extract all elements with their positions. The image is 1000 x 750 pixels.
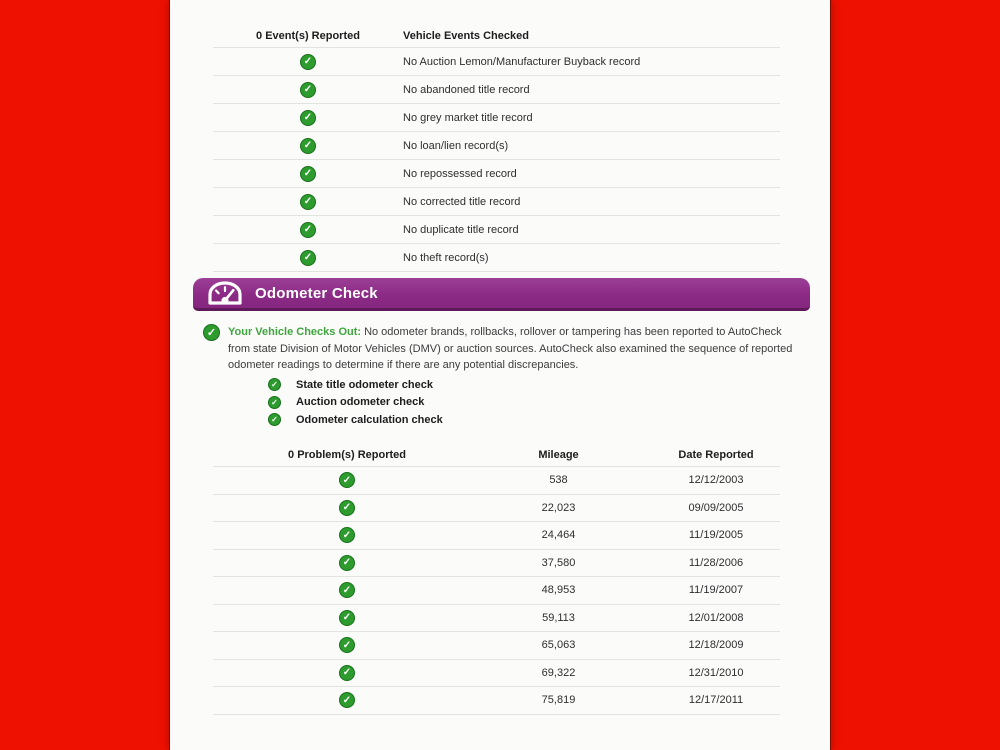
check-circle-icon: ✓ [300, 138, 316, 154]
mileage-value: 59,113 [542, 611, 575, 624]
checklist-item [268, 394, 443, 412]
odometer-reading-row [213, 577, 780, 605]
date-reported-value: 12/12/2003 [688, 474, 744, 487]
vehicle-event-row [213, 244, 780, 272]
vehicle-event-label: No duplicate title record [403, 223, 519, 236]
vehicle-event-row [213, 48, 780, 76]
checklist-item-label: Auction odometer check [296, 396, 425, 409]
date-reported-value: 11/19/2007 [688, 584, 744, 597]
checklist-item-label: Odometer calculation check [296, 413, 443, 426]
odometer-section-title: Odometer Check [255, 284, 378, 302]
check-circle-icon: ✓ [300, 82, 316, 98]
odometer-reading-row [213, 632, 780, 660]
check-circle-icon: ✓ [339, 610, 355, 626]
vehicle-event-row [213, 132, 780, 160]
vehicle-event-label: No Auction Lemon/Manufacturer Buyback record [403, 55, 641, 68]
vehicle-event-label: No loan/lien record(s) [403, 139, 509, 152]
vehicle-event-row [213, 104, 780, 132]
date-reported-value: 12/17/2011 [688, 694, 744, 707]
problems-reported-header: 0 Problem(s) Reported [288, 449, 406, 461]
check-circle-icon: ✓ [339, 582, 355, 598]
check-circle-icon: ✓ [300, 110, 316, 126]
events-checked-header: Vehicle Events Checked [403, 29, 529, 42]
vehicle-event-row [213, 216, 780, 244]
check-circle-icon: ✓ [300, 166, 316, 182]
mileage-value: 48,953 [541, 584, 576, 597]
vehicle-event-row [213, 188, 780, 216]
vehicle-event-row [213, 76, 780, 104]
odometer-status [203, 324, 805, 374]
mileage-value: 69,322 [541, 666, 576, 679]
check-circle-icon: ✓ [339, 527, 355, 543]
date-reported-value: 09/09/2005 [688, 501, 744, 514]
mileage-value: 75,819 [541, 694, 576, 707]
vehicle-event-row [213, 160, 780, 188]
check-circle-icon: ✓ [203, 324, 220, 341]
odometer-reading-row [213, 522, 780, 550]
odometer-reading-row [213, 495, 780, 523]
date-reported-value: 11/19/2005 [688, 529, 744, 542]
check-circle-icon: ✓ [300, 194, 316, 210]
check-circle-icon: ✓ [300, 250, 316, 266]
date-reported-value: 12/01/2008 [688, 611, 744, 624]
odometer-status-text [228, 324, 805, 374]
odometer-table-header-row [213, 444, 780, 467]
checklist-item-label: State title odometer check [296, 378, 433, 391]
check-circle-icon: ✓ [339, 692, 355, 708]
checklist-item [268, 411, 443, 429]
odometer-reading-row [213, 467, 780, 495]
vehicle-event-label: No repossessed record [403, 167, 517, 180]
vehicle-events-section [213, 24, 780, 272]
check-circle-icon: ✓ [339, 665, 355, 681]
check-circle-icon: ✓ [339, 637, 355, 653]
odometer-gauge-icon [205, 279, 245, 307]
mileage-value: 538 [549, 474, 568, 487]
date-reported-value: 11/28/2006 [688, 556, 744, 569]
vehicle-event-label: No grey market title record [403, 111, 533, 124]
check-circle-icon: ✓ [339, 500, 355, 516]
odometer-reading-row [213, 660, 780, 688]
mileage-value: 37,580 [541, 556, 576, 569]
mileage-value: 65,063 [541, 639, 576, 652]
odometer-section-header [193, 278, 810, 311]
date-reported-header: Date Reported [678, 449, 754, 461]
odometer-readings-section [213, 444, 780, 715]
vehicle-event-label: No abandoned title record [403, 83, 530, 96]
mileage-value: 24,464 [541, 529, 576, 542]
check-circle-icon: ✓ [339, 472, 355, 488]
odometer-status-label: Your Vehicle Checks Out: [228, 326, 362, 338]
date-reported-value: 12/18/2009 [688, 639, 744, 652]
report-page [170, 0, 830, 750]
vehicle-events-header-row [213, 24, 780, 48]
date-reported-value: 12/31/2010 [688, 666, 744, 679]
check-circle-icon: ✓ [300, 222, 316, 238]
odometer-reading-row [213, 605, 780, 633]
odometer-reading-row [213, 687, 780, 715]
checklist-item [268, 376, 443, 394]
check-circle-icon: ✓ [268, 378, 281, 391]
vehicle-event-label: No theft record(s) [403, 251, 489, 264]
events-reported-header: 0 Event(s) Reported [256, 29, 360, 42]
vehicle-event-label: No corrected title record [403, 195, 521, 208]
check-circle-icon: ✓ [300, 54, 316, 70]
check-circle-icon: ✓ [268, 413, 281, 426]
odometer-reading-row [213, 550, 780, 578]
mileage-value: 22,023 [541, 501, 576, 514]
mileage-header: Mileage [538, 449, 579, 461]
check-circle-icon: ✓ [339, 555, 355, 571]
check-circle-icon: ✓ [268, 396, 281, 409]
odometer-checklist [268, 376, 443, 429]
odometer-status-body: No odometer brands, rollbacks, rollover or tampering has been reported to AutoCheck from state Division of Motor Vehicles (DMV) or auction sources. AutoCheck also examined the sequence of reported odometer readings to determine if there are any potential discrepancies. [228, 326, 793, 371]
